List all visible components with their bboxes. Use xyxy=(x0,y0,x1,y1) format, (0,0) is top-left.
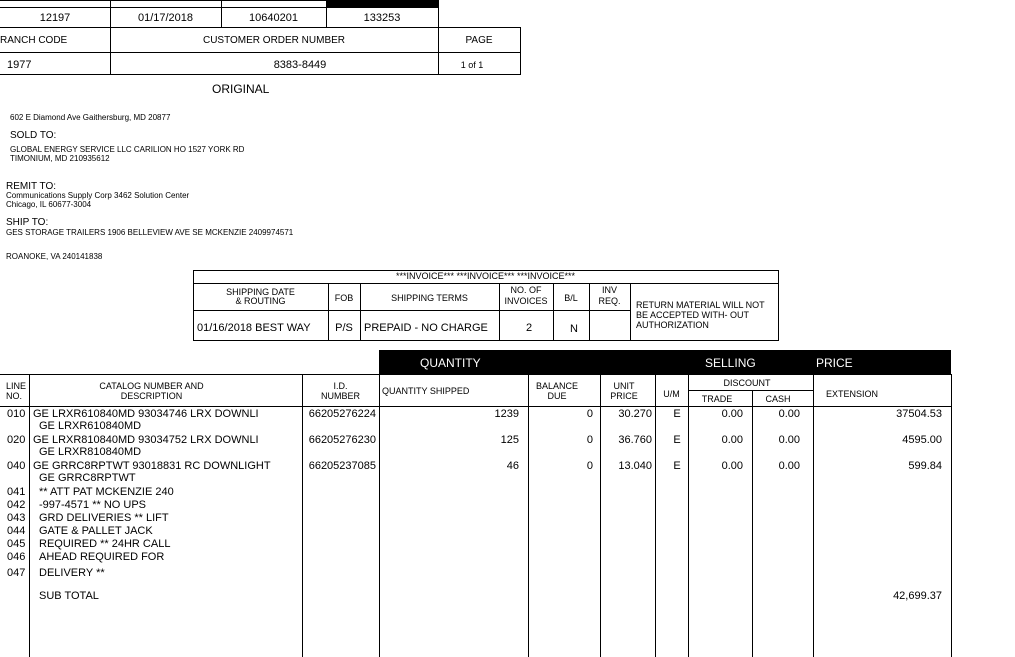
col-um: U/M xyxy=(663,389,680,399)
copy-type: ORIGINAL xyxy=(212,82,270,96)
item-extension: 37504.53 xyxy=(896,408,942,420)
col-line-no xyxy=(6,381,26,401)
item-extension: 599.84 xyxy=(908,460,942,472)
col-unit-2: PRICE xyxy=(610,391,638,401)
sold-to-label: SOLD TO: xyxy=(10,130,57,141)
item-id-number: 66205276230 xyxy=(308,434,376,446)
col-cash: CASH xyxy=(765,394,791,404)
col-unit-price xyxy=(600,381,648,401)
page-label: PAGE xyxy=(465,35,493,46)
ship-to-city: ROANOKE, VA 240141838 xyxy=(6,252,103,261)
item-quantity-shipped: 1239 xyxy=(494,408,519,420)
item-line-no: 040 xyxy=(7,460,26,472)
item-unit-price: 36.760 xyxy=(618,434,652,446)
note-line-no: 047 xyxy=(7,567,26,579)
note-line-no: 044 xyxy=(7,525,26,537)
note-text: DELIVERY ** xyxy=(39,567,105,579)
item-description: GE LRXR810840MD 93034752 LRX DOWNLI xyxy=(33,434,259,446)
item-description-line2: GE LRXR610840MD xyxy=(39,420,142,432)
col-balance-2: DUE xyxy=(547,391,567,401)
col-line-no-2: NO. xyxy=(6,391,23,401)
item-unit-price: 30.270 xyxy=(618,408,652,420)
invoice-number: 10640201 xyxy=(249,12,298,24)
ship-to-line: GES STORAGE TRAILERS 1906 BELLEVIEW AVE SE MCKENZIE 2409974571 xyxy=(6,228,294,237)
remit-to-city: Chicago, IL 60677-3004 xyxy=(6,200,92,209)
ship-date-label xyxy=(193,288,328,306)
col-trade: TRADE xyxy=(701,394,733,404)
header-strip xyxy=(326,0,438,7)
col-discount: DISCOUNT xyxy=(723,378,771,388)
subtotal-value: 42,699.37 xyxy=(893,590,942,602)
note-line-no: 041 xyxy=(7,486,26,498)
item-description-line2: GE GRRC8RPTWT xyxy=(39,472,136,484)
item-quantity-shipped: 46 xyxy=(506,460,519,472)
shipping-terms-label: SHIPPING TERMS xyxy=(391,293,468,303)
item-balance-due: 0 xyxy=(586,460,593,472)
item-extension: 4595.00 xyxy=(902,434,942,446)
inv-req-label xyxy=(589,285,630,307)
col-catalog-2: DESCRIPTION xyxy=(120,391,183,401)
col-balance-1: BALANCE xyxy=(535,381,579,391)
col-extension: EXTENSION xyxy=(825,389,878,399)
col-id-2: NUMBER xyxy=(320,391,360,401)
shipping-terms-value: PREPAID - NO CHARGE xyxy=(364,322,488,334)
num-invoices-value: 2 xyxy=(525,322,533,334)
quantity-header: QUANTITY xyxy=(420,356,481,370)
item-balance-due: 0 xyxy=(586,408,593,420)
col-quantity-shipped: QUANTITY SHIPPED xyxy=(382,386,470,396)
item-line-no: 020 xyxy=(7,434,26,446)
item-quantity-shipped: 125 xyxy=(500,434,519,446)
return-notice-line2: BE ACCEPTED WITH- OUT xyxy=(636,310,750,320)
col-balance-due xyxy=(528,381,586,401)
inv-req-label-line1: INV xyxy=(601,285,617,295)
remit-to-label: REMIT TO: xyxy=(6,181,57,192)
ship-date-value: 01/16/2018 BEST WAY xyxy=(197,322,311,334)
note-text: REQUIRED ** 24HR CALL xyxy=(39,538,171,550)
num-invoices-label xyxy=(499,285,553,307)
col-catalog-1: CATALOG NUMBER AND xyxy=(99,381,204,391)
item-description: GE LRXR610840MD 93034746 LRX DOWNLI xyxy=(33,408,259,420)
num-invoices-label-line2: INVOICES xyxy=(504,296,548,306)
ship-date-label-line1: SHIPPING DATE xyxy=(226,287,295,297)
bl-value: N xyxy=(570,323,578,335)
item-cash-discount: 0.00 xyxy=(778,408,800,420)
branch-code-label: RANCH CODE xyxy=(0,35,68,46)
note-text: -997-4571 ** NO UPS xyxy=(39,499,146,511)
from-address: 602 E Diamond Ave Gaithersburg, MD 20877 xyxy=(10,113,171,122)
item-trade-discount: 0.00 xyxy=(721,408,743,420)
remit-to-line: Communications Supply Corp 3462 Solution Center xyxy=(6,191,190,200)
sold-to-line: GLOBAL ENERGY SERVICE LLC CARILION HO 1527 YORK RD xyxy=(10,145,245,154)
selling-header: SELLING xyxy=(705,356,756,370)
ship-to-label: SHIP TO: xyxy=(6,217,49,228)
return-notice xyxy=(636,300,765,330)
invoice-banner: ***INVOICE*** ***INVOICE*** ***INVOICE*** xyxy=(395,271,576,281)
note-text: AHEAD REQUIRED FOR xyxy=(39,551,165,563)
subtotal-label: SUB TOTAL xyxy=(39,590,99,602)
item-um: E xyxy=(673,434,681,446)
note-text: GRD DELIVERIES ** LIFT xyxy=(39,512,169,524)
item-id-number: 66205237085 xyxy=(308,460,376,472)
num-invoices-label-line1: NO. OF xyxy=(510,285,542,295)
fob-value: P/S xyxy=(335,322,353,334)
col-catalog xyxy=(29,381,274,401)
customer-order-number: 8383-8449 xyxy=(273,59,327,71)
customer-number: 12197 xyxy=(39,12,71,24)
return-notice-line3: AUTHORIZATION xyxy=(636,320,709,330)
ship-date-label-line2: & ROUTING xyxy=(235,296,286,306)
item-description-line2: GE LRXR810840MD xyxy=(39,446,142,458)
note-line-no: 046 xyxy=(7,551,26,563)
item-cash-discount: 0.00 xyxy=(778,460,800,472)
item-trade-discount: 0.00 xyxy=(721,460,743,472)
note-text: GATE & PALLET JACK xyxy=(39,525,153,537)
page-value: 1 of 1 xyxy=(460,60,484,70)
bl-label: B/L xyxy=(564,293,578,303)
note-line-no: 043 xyxy=(7,512,26,524)
item-description: GE GRRC8RPTWT 93018831 RC DOWNLIGHT xyxy=(33,460,271,472)
item-line-no: 010 xyxy=(7,408,26,420)
customer-order-label: CUSTOMER ORDER NUMBER xyxy=(202,35,346,46)
return-notice-line1: RETURN MATERIAL WILL NOT xyxy=(636,300,765,310)
col-id-1: I.D. xyxy=(333,381,348,391)
note-line-no: 042 xyxy=(7,499,26,511)
item-id-number: 66205276224 xyxy=(308,408,376,420)
item-balance-due: 0 xyxy=(586,434,593,446)
fob-label: FOB xyxy=(334,293,354,303)
note-line-no: 045 xyxy=(7,538,26,550)
sold-to-city: TIMONIUM, MD 210935612 xyxy=(10,154,110,163)
invoice-date: 01/17/2018 xyxy=(137,12,194,24)
col-line-no-1: LINE xyxy=(6,381,27,391)
item-um: E xyxy=(673,460,681,472)
packing-slip-number: 133253 xyxy=(363,12,401,24)
price-header: PRICE xyxy=(816,356,853,370)
col-unit-1: UNIT xyxy=(613,381,635,391)
item-unit-price: 13.040 xyxy=(618,460,652,472)
item-cash-discount: 0.00 xyxy=(778,434,800,446)
item-um: E xyxy=(673,408,681,420)
inv-req-label-line2: REQ. xyxy=(598,296,621,306)
item-trade-discount: 0.00 xyxy=(721,434,743,446)
branch-code: 1977 xyxy=(7,59,32,71)
col-id-number xyxy=(302,381,379,401)
note-text: ** ATT PAT MCKENZIE 240 xyxy=(39,486,174,498)
